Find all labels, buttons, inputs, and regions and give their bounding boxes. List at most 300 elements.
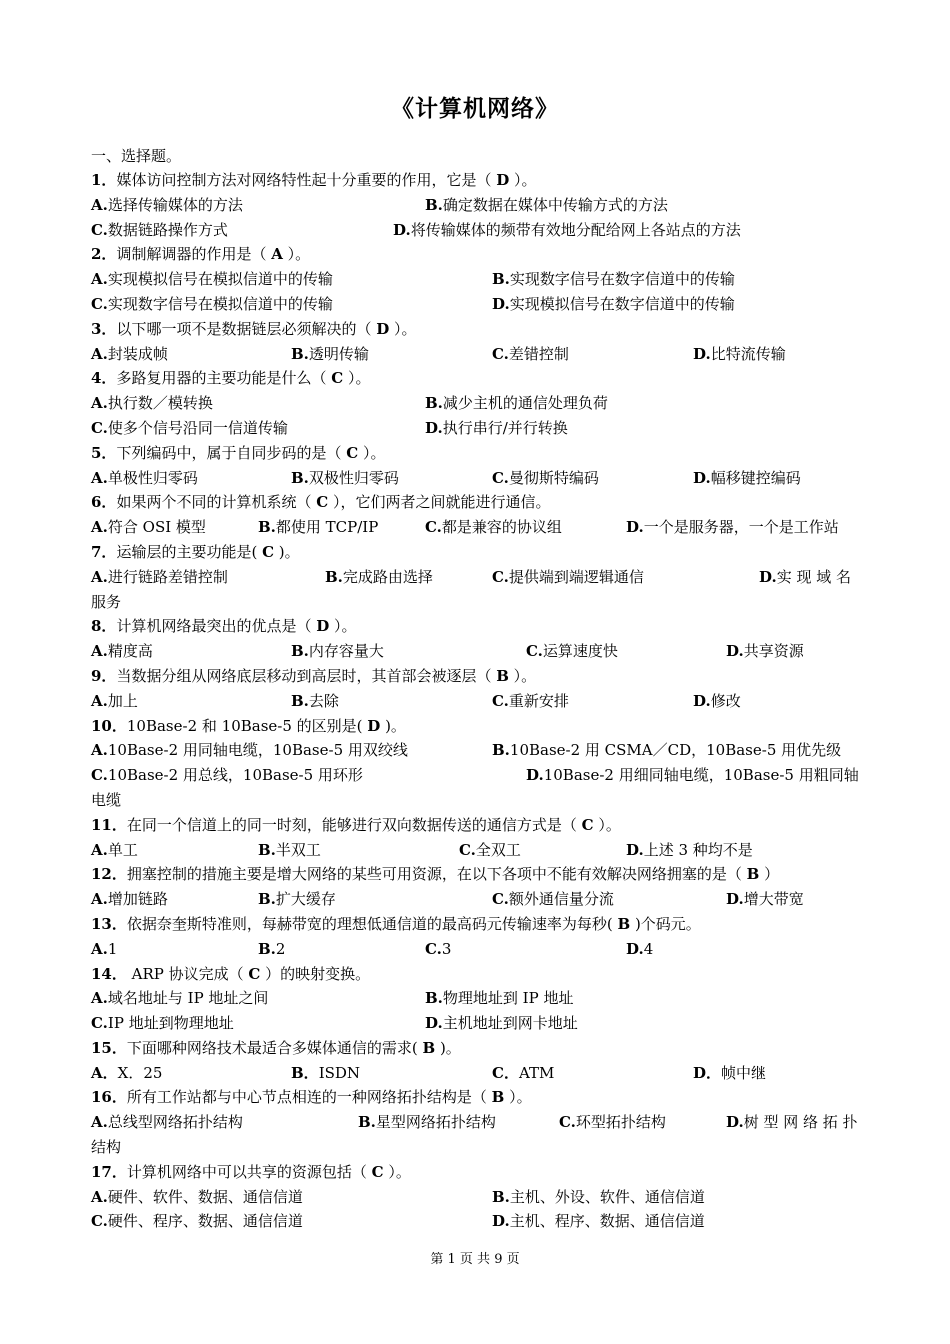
option-text: 增大带宽 xyxy=(743,890,804,909)
option-letter: A. xyxy=(91,890,108,909)
option-letter: B. xyxy=(358,1113,376,1132)
answer-option xyxy=(459,838,521,863)
option-text: 修改 xyxy=(710,691,741,710)
option-text: 精度高 xyxy=(107,642,153,661)
option-letter: C. xyxy=(91,220,108,239)
option-text: 单工 xyxy=(107,840,138,859)
question-text-end: ）。 xyxy=(509,171,537,189)
answer-option xyxy=(492,1061,554,1086)
option-row xyxy=(91,763,863,788)
question-stem xyxy=(91,441,863,466)
option-text: 单极性归零码 xyxy=(107,468,198,487)
option-text: 实现模拟信号在数字信道中的传输 xyxy=(509,294,735,313)
question-stem xyxy=(91,540,863,565)
answer-option xyxy=(91,342,168,367)
option-text: 比特流传输 xyxy=(710,344,786,363)
option-text: 1 xyxy=(107,939,118,958)
option-text: 10Base-2 用 CSMA／CD，10Base-5 用优先级 xyxy=(509,741,842,760)
answer-option xyxy=(91,738,408,763)
question-answer: B xyxy=(746,865,760,884)
option-row xyxy=(91,689,863,714)
question-number: 5． xyxy=(91,443,117,462)
option-row xyxy=(91,1185,863,1210)
option-letter: B. xyxy=(258,518,276,537)
answer-option xyxy=(258,838,321,863)
option-text: 幅移键控编码 xyxy=(710,468,801,487)
question-stem xyxy=(91,366,863,391)
option-letter: A. xyxy=(91,1187,108,1206)
section-heading: 一、选择题。 xyxy=(91,147,182,165)
question-answer: D xyxy=(376,319,390,338)
answer-option xyxy=(425,391,608,416)
question-text-end: )。 xyxy=(380,716,406,735)
option-text: 内存容量大 xyxy=(308,642,384,661)
option-text: 10Base-2 用总线，10Base-5 用环形 xyxy=(107,766,363,785)
answer-option xyxy=(91,1185,303,1210)
question-number: 2． xyxy=(91,245,117,264)
question-text: 多路复用器的主要功能是什么（ xyxy=(116,369,332,388)
answer-option xyxy=(91,1011,234,1036)
question-text: 调制解调器的作用是（ xyxy=(116,245,272,264)
option-letter: A. xyxy=(91,468,108,487)
question-text-end: ）。 xyxy=(593,815,621,834)
answer-option xyxy=(291,639,384,664)
answer-option xyxy=(91,1110,243,1135)
question-text: 依据奈奎斯特准则，每赫带宽的理想低通信道的最高码元传输速率为每秒( xyxy=(126,914,618,933)
question-answer: B xyxy=(496,666,509,685)
option-letter: C. xyxy=(425,939,442,958)
option-text: 总线型网络拓扑结构 xyxy=(107,1113,243,1132)
question-answer: D xyxy=(367,716,381,735)
option-letter: C. xyxy=(459,840,476,859)
option-row xyxy=(91,267,863,292)
question-text-end: ）。 xyxy=(383,1162,411,1181)
option-letter: C. xyxy=(91,1014,108,1033)
option-letter: C. xyxy=(425,518,442,537)
option-text: 环型拓扑结构 xyxy=(575,1113,666,1132)
option-text: 曼彻斯特编码 xyxy=(508,468,599,487)
question-text: 以下哪一项不是数据链层必须解决的（ xyxy=(116,319,377,338)
question-stem xyxy=(91,962,863,987)
question-stem xyxy=(91,490,863,515)
question-stem xyxy=(91,714,863,739)
option-letter: B. xyxy=(492,741,510,760)
question-answer: B xyxy=(617,914,631,933)
option-text: 选择传输媒体的方法 xyxy=(107,195,243,214)
option-letter: A. xyxy=(91,567,108,586)
answer-option xyxy=(91,416,288,441)
answer-option xyxy=(91,838,138,863)
question-text-end: )。 xyxy=(435,1038,461,1057)
option-text: 执行串行/并行转换 xyxy=(442,418,568,437)
question-text: 计算机网络最突出的优点是（ xyxy=(116,617,317,636)
option-continuation: 服务 xyxy=(91,592,122,611)
answer-option xyxy=(492,1185,705,1210)
answer-option xyxy=(91,218,228,243)
option-text: 实现模拟信号在模拟信道中的传输 xyxy=(107,270,333,289)
option-text: 2 xyxy=(275,939,286,958)
answer-option xyxy=(291,689,339,714)
option-text: 双极性归零码 xyxy=(308,468,399,487)
option-row xyxy=(91,292,863,317)
option-letter: D. xyxy=(425,418,443,437)
question-text: 运输层的主要功能是( xyxy=(116,542,263,561)
answer-option xyxy=(291,466,399,491)
answer-option xyxy=(91,1209,303,1234)
question-text-end: ）。 xyxy=(389,319,417,338)
option-text: 确定数据在媒体中传输方式的方法 xyxy=(442,195,668,214)
answer-option xyxy=(425,1011,578,1036)
answer-option xyxy=(726,1110,858,1135)
option-letter: D. xyxy=(726,890,744,909)
option-letter: D. xyxy=(759,567,777,586)
option-letter: D. xyxy=(626,939,644,958)
answer-option xyxy=(91,193,243,218)
question-answer: B xyxy=(422,1038,436,1057)
answer-option xyxy=(626,838,753,863)
question-number: 13． xyxy=(91,914,127,933)
option-letter: C． xyxy=(492,1063,519,1082)
option-letter: C. xyxy=(91,1212,108,1231)
question-text: 计算机网络中可以共享的资源包括（ xyxy=(126,1162,372,1181)
question-number: 3． xyxy=(91,319,117,338)
question-text-end: ）。 xyxy=(329,617,357,636)
question-text: 下列编码中，属于自同步码的是（ xyxy=(116,443,347,462)
answer-option xyxy=(425,986,573,1011)
option-continuation: 结构 xyxy=(91,1138,122,1157)
question-answer: C xyxy=(371,1162,384,1181)
option-text: 加上 xyxy=(107,691,138,710)
option-letter: D. xyxy=(693,468,711,487)
answer-option xyxy=(91,267,333,292)
option-text: 都是兼容的协议组 xyxy=(441,518,562,537)
option-letter: B. xyxy=(258,890,276,909)
option-letter: A. xyxy=(91,989,108,1008)
answer-option xyxy=(291,342,369,367)
answer-option xyxy=(492,267,735,292)
option-letter: D. xyxy=(626,840,644,859)
option-row xyxy=(91,466,863,491)
option-text: 10Base-2 用同轴电缆，10Base-5 用双绞线 xyxy=(107,741,408,760)
option-letter: B. xyxy=(425,394,443,413)
option-text: 完成路由选择 xyxy=(342,567,433,586)
option-text: 3 xyxy=(441,939,452,958)
option-text: 都使用 TCP/IP xyxy=(275,518,379,537)
option-letter: C. xyxy=(91,418,108,437)
option-row xyxy=(91,565,863,590)
option-letter: B. xyxy=(291,344,309,363)
option-letter: A. xyxy=(91,344,108,363)
option-letter: A. xyxy=(91,840,108,859)
answer-option xyxy=(258,515,378,540)
answer-option xyxy=(91,515,206,540)
question-stem xyxy=(91,317,863,342)
option-text: 共享资源 xyxy=(743,642,804,661)
option-letter: C. xyxy=(91,766,108,785)
option-letter: B. xyxy=(291,642,309,661)
option-letter: D. xyxy=(693,344,711,363)
question-number: 12． xyxy=(91,865,127,884)
option-letter: B. xyxy=(291,468,309,487)
question-number: 1． xyxy=(91,171,117,189)
question-answer: C xyxy=(316,493,329,512)
question-text: 下面哪种网络技术最适合多媒体通信的需求( xyxy=(126,1038,423,1057)
question-stem xyxy=(91,168,863,193)
option-letter: A. xyxy=(91,1113,108,1132)
option-letter: A. xyxy=(91,691,108,710)
option-row xyxy=(91,193,863,218)
answer-option xyxy=(492,565,644,590)
question-text: 当数据分组从网络底层移动到高层时，其首部会被逐层（ xyxy=(116,666,497,685)
question-number: 8． xyxy=(91,617,117,636)
option-row xyxy=(91,838,863,863)
option-letter: D. xyxy=(393,220,411,239)
question-stem xyxy=(91,813,863,838)
question-text-end: ）。 xyxy=(282,245,311,264)
option-text: 10Base-2 用细同轴电缆，10Base-5 用粗同轴 xyxy=(543,766,859,785)
question-text-end: ） xyxy=(759,865,780,884)
answer-option xyxy=(325,565,433,590)
answer-option xyxy=(425,416,568,441)
answer-option xyxy=(393,218,741,243)
option-continuation: 电缆 xyxy=(91,790,122,809)
question-text-end: ）。 xyxy=(343,369,371,388)
question-answer: C xyxy=(262,542,275,561)
option-letter: A. xyxy=(91,741,108,760)
answer-option xyxy=(91,689,138,714)
question-text-end: ）。 xyxy=(504,1088,532,1107)
option-text: 物理地址到 IP 地址 xyxy=(442,989,574,1008)
option-letter: D. xyxy=(526,766,544,785)
option-text: 将传输媒体的频带有效地分配给网上各站点的方法 xyxy=(410,220,741,239)
option-letter: B． xyxy=(291,1063,319,1082)
option-text: 提供端到端逻辑通信 xyxy=(508,567,644,586)
answer-option xyxy=(91,1061,162,1086)
question-text-end: ）。 xyxy=(358,443,386,462)
option-text: 硬件、程序、数据、通信信道 xyxy=(107,1212,303,1231)
option-letter: A. xyxy=(91,939,108,958)
answer-option xyxy=(492,342,569,367)
option-text: 进行链路差错控制 xyxy=(107,567,228,586)
answer-option xyxy=(693,689,741,714)
answer-option xyxy=(492,738,841,763)
answer-option xyxy=(258,887,336,912)
answer-option xyxy=(526,639,618,664)
option-text: 差错控制 xyxy=(508,344,569,363)
option-letter: A. xyxy=(91,518,108,537)
question-text-end: ）的映射变换。 xyxy=(260,964,371,983)
question-number: 7． xyxy=(91,542,117,561)
option-row xyxy=(91,416,863,441)
answer-option xyxy=(693,466,801,491)
question-number: 4． xyxy=(91,369,117,388)
answer-option xyxy=(492,887,614,912)
question-list xyxy=(91,168,863,1234)
question-answer: C xyxy=(581,815,594,834)
option-letter: C. xyxy=(492,567,509,586)
answer-option xyxy=(492,1209,705,1234)
question-stem xyxy=(91,242,863,267)
question-number: 17． xyxy=(91,1162,127,1181)
option-row xyxy=(91,1110,863,1135)
question-answer: D xyxy=(316,617,330,636)
answer-option xyxy=(91,292,333,317)
option-text: 上述 3 种均不是 xyxy=(643,840,753,859)
option-letter: D. xyxy=(726,1113,744,1132)
answer-option xyxy=(91,466,198,491)
option-row xyxy=(91,986,863,1011)
question-number: 10． xyxy=(91,716,127,735)
option-text: 帧中继 xyxy=(721,1063,767,1082)
option-letter: B. xyxy=(291,691,309,710)
option-text: 实现数字信号在数字信道中的传输 xyxy=(509,270,735,289)
answer-option xyxy=(91,639,153,664)
option-text: 增加链路 xyxy=(107,890,168,909)
option-text: 实 现 域 名 xyxy=(776,567,852,586)
answer-option xyxy=(91,986,268,1011)
option-text: 额外通信量分流 xyxy=(508,890,614,909)
option-row xyxy=(91,515,863,540)
question-stem xyxy=(91,912,863,937)
option-text: 运算速度快 xyxy=(542,642,618,661)
option-row xyxy=(91,887,863,912)
option-text: 半双工 xyxy=(275,840,321,859)
option-letter: A. xyxy=(91,270,108,289)
answer-option xyxy=(258,937,285,962)
option-row xyxy=(91,1209,863,1234)
option-row xyxy=(91,218,863,243)
question-text: 所有工作站都与中心节点相连的一种网络拓扑结构是（ xyxy=(126,1088,492,1107)
option-letter: D. xyxy=(425,1014,443,1033)
answer-option xyxy=(726,887,804,912)
option-row xyxy=(91,391,863,416)
option-letter: C. xyxy=(492,468,509,487)
answer-option xyxy=(726,639,804,664)
answer-option xyxy=(91,763,363,788)
answer-option xyxy=(425,937,451,962)
question-stem xyxy=(91,862,863,887)
option-row xyxy=(91,1061,863,1086)
option-letter: B. xyxy=(425,989,443,1008)
option-text: 扩大缓存 xyxy=(275,890,336,909)
option-letter: C. xyxy=(492,890,509,909)
question-text: ARP 协议完成（ xyxy=(126,964,249,983)
answer-option xyxy=(526,763,859,788)
question-stem xyxy=(91,1036,863,1061)
option-text: IP 地址到物理地址 xyxy=(107,1014,234,1033)
option-text: 使多个信号沿同一信道传输 xyxy=(107,418,288,437)
option-letter: A． xyxy=(91,1063,118,1082)
option-letter: D． xyxy=(693,1063,722,1082)
option-text: X．25 xyxy=(117,1063,163,1082)
answer-option xyxy=(425,515,562,540)
option-letter: A. xyxy=(91,394,108,413)
answer-option xyxy=(626,515,839,540)
option-text: 一个是服务器，一个是工作站 xyxy=(643,518,839,537)
question-number: 16． xyxy=(91,1088,127,1107)
answer-option xyxy=(91,391,213,416)
answer-option xyxy=(626,937,653,962)
question-number: 9． xyxy=(91,666,117,685)
answer-option xyxy=(759,565,851,590)
option-text: 封装成帧 xyxy=(107,344,168,363)
option-letter: D. xyxy=(492,1212,510,1231)
option-row xyxy=(91,937,863,962)
option-text: 主机、外设、软件、通信信道 xyxy=(509,1187,705,1206)
option-text: 透明传输 xyxy=(308,344,369,363)
option-letter: C. xyxy=(492,344,509,363)
option-text: ATM xyxy=(518,1063,555,1082)
option-text: 主机地址到网卡地址 xyxy=(442,1014,578,1033)
option-letter: D. xyxy=(726,642,744,661)
option-letter: C. xyxy=(492,691,509,710)
document-title: 《计算机网络》 xyxy=(391,96,559,122)
option-letter: A. xyxy=(91,195,108,214)
option-text: 全双工 xyxy=(475,840,521,859)
question-text: 如果两个不同的计算机系统（ xyxy=(116,493,317,512)
option-letter: B. xyxy=(492,270,510,289)
option-letter: C. xyxy=(559,1113,576,1132)
option-letter: D. xyxy=(693,691,711,710)
option-text: 符合 OSI 模型 xyxy=(107,518,206,537)
question-text: 拥塞控制的措施主要是增大网络的某些可用资源，在以下各项中不能有效解决网络拥塞的是（ xyxy=(126,865,747,884)
option-text: ISDN xyxy=(318,1063,361,1082)
answer-option xyxy=(91,937,117,962)
option-text: 硬件、软件、数据、通信信道 xyxy=(107,1187,303,1206)
question-answer: D xyxy=(496,171,510,189)
option-text: 去除 xyxy=(308,691,339,710)
option-text: 主机、程序、数据、通信信道 xyxy=(509,1212,705,1231)
option-letter: B. xyxy=(325,567,343,586)
question-number: 15． xyxy=(91,1038,127,1057)
question-text-end: )个码元。 xyxy=(630,914,701,933)
answer-option xyxy=(425,193,668,218)
answer-option xyxy=(358,1110,496,1135)
question-answer: A xyxy=(271,245,283,264)
question-text-end: ）。 xyxy=(508,666,537,685)
option-text: 星型网络拓扑结构 xyxy=(375,1113,496,1132)
option-letter: B. xyxy=(492,1187,510,1206)
answer-option xyxy=(559,1110,666,1135)
answer-option xyxy=(91,887,168,912)
option-text: 4 xyxy=(643,939,654,958)
option-text: 减少主机的通信处理负荷 xyxy=(442,394,608,413)
question-number: 14． xyxy=(91,964,127,983)
option-text: 域名地址与 IP 地址之间 xyxy=(107,989,269,1008)
question-stem xyxy=(91,614,863,639)
option-letter: B. xyxy=(425,195,443,214)
question-text-end: )。 xyxy=(274,542,300,561)
option-row xyxy=(91,1011,863,1036)
page-footer: 第 1 页 共 9 页 xyxy=(430,1252,520,1267)
answer-option xyxy=(693,1061,766,1086)
question-answer: C xyxy=(248,964,261,983)
question-answer: C xyxy=(346,443,359,462)
option-text: 树 型 网 络 拓 扑 xyxy=(743,1113,858,1132)
answer-option xyxy=(492,292,735,317)
answer-option xyxy=(91,565,228,590)
answer-option xyxy=(291,1061,360,1086)
option-text: 实现数字信号在模拟信道中的传输 xyxy=(107,294,333,313)
option-row xyxy=(91,738,863,763)
question-text-end: ），它们两者之间就能进行通信。 xyxy=(328,493,551,512)
question-number: 11． xyxy=(91,815,127,834)
answer-option xyxy=(693,342,786,367)
option-letter: D. xyxy=(626,518,644,537)
option-text: 数据链路操作方式 xyxy=(107,220,228,239)
option-letter: B. xyxy=(258,840,276,859)
question-stem xyxy=(91,664,863,689)
